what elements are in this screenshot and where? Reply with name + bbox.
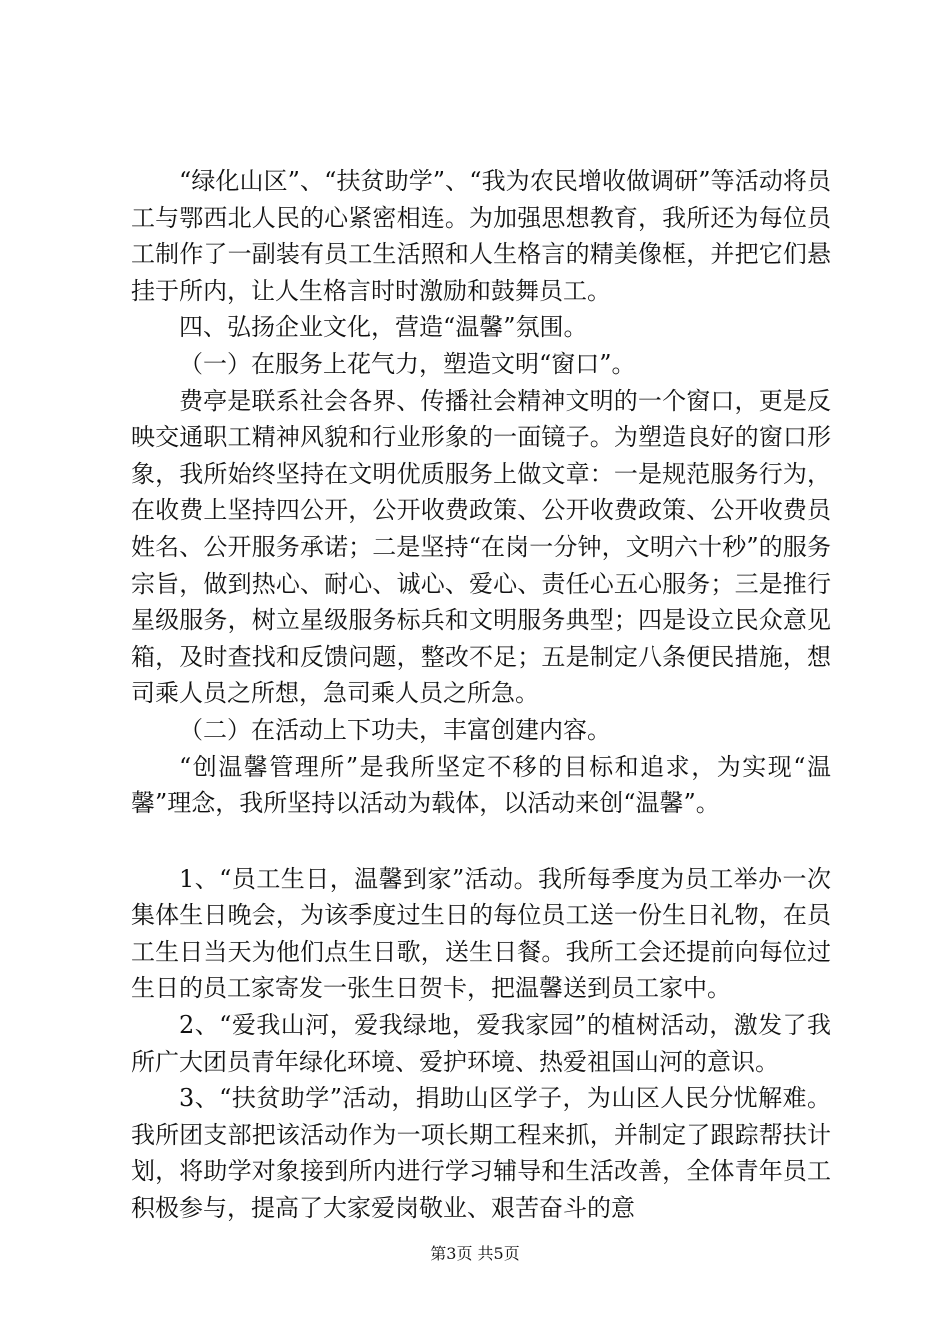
page-number-footer: 第3页 共5页 xyxy=(430,1244,520,1263)
paragraph-warm-station-goal: “创温馨管理所”是我所坚定不移的目标和追求，为实现“温馨”理念，我所坚持以活动为载体，以活动来创“温馨”。 xyxy=(131,752,831,818)
heading-section-four: 四、弘扬企业文化，营造“温馨”氛围。 xyxy=(179,313,588,342)
paragraph-service-window: 费亭是联系社会各界、传播社会精神文明的一个窗口，更是反映交通职工精神风貌和行业形象的一面镜子。为塑造良好的窗口形象，我所始终坚持在文明优质服务上做文章：一是规范服务行为，在收费上坚持四公开，公开收费政策、公开收费政策、公开收费员姓名、公开服务承诺；二是坚持“在岗一分钟，文明六十秒”的服务宗旨，做到热心、耐心、诚心、爱心、责任心五心服务；三是推行星级服务，树立星级服务标兵和文明服务典型；四是设立民众意见箱，及时查找和反馈问题，整改不足；五是制定八条便民措施，想司乘人员之所想，急司乘人员之所急。 xyxy=(131,386,831,708)
document-body xyxy=(131,163,831,1227)
paragraph-activities-intro: “绿化山区”、“扶贫助学”、“我为农民增收做调研”等活动将员工与鄂西北人民的心紧密相连。为加强思想教育，我所还为每位员工制作了一副装有员工生活照和人生格言的精美像框，并把它们悬挂于所内，让人生格言时时激励和鼓舞员工。 xyxy=(131,167,831,305)
paragraph-birthday-activity: 1、“员工生日，温馨到家”活动。我所每季度为员工举办一次集体生日晚会，为该季度过生日的每位员工送一份生日礼物，在员工生日当天为他们点生日歌，送生日餐。我所工会还提前向每位过生日的员工家寄发一张生日贺卡，把温馨送到员工家中。 xyxy=(131,864,831,1003)
heading-subsection-two: （二）在活动上下功夫，丰富创建内容。 xyxy=(179,715,611,744)
paragraph-tree-planting: 2、“爱我山河，爱我绿地，爱我家园”的植树活动，激发了我所广大团员青年绿化环境、爱护环境、热爱祖国山河的意识。 xyxy=(131,1011,831,1076)
heading-subsection-one: （一）在服务上花气力，塑造文明“窗口”。 xyxy=(179,349,636,378)
paragraph-poverty-aid: 3、“扶贫助学”活动，捐助山区学子，为山区人民分忧解难。我所团支部把该活动作为一项长期工程来抓，并制定了跟踪帮扶计划，将助学对象接到所内进行学习辅导和生活改善，全体青年员工积极参与，提高了大家爱岗敬业、艰苦奋斗的意 xyxy=(131,1084,831,1223)
